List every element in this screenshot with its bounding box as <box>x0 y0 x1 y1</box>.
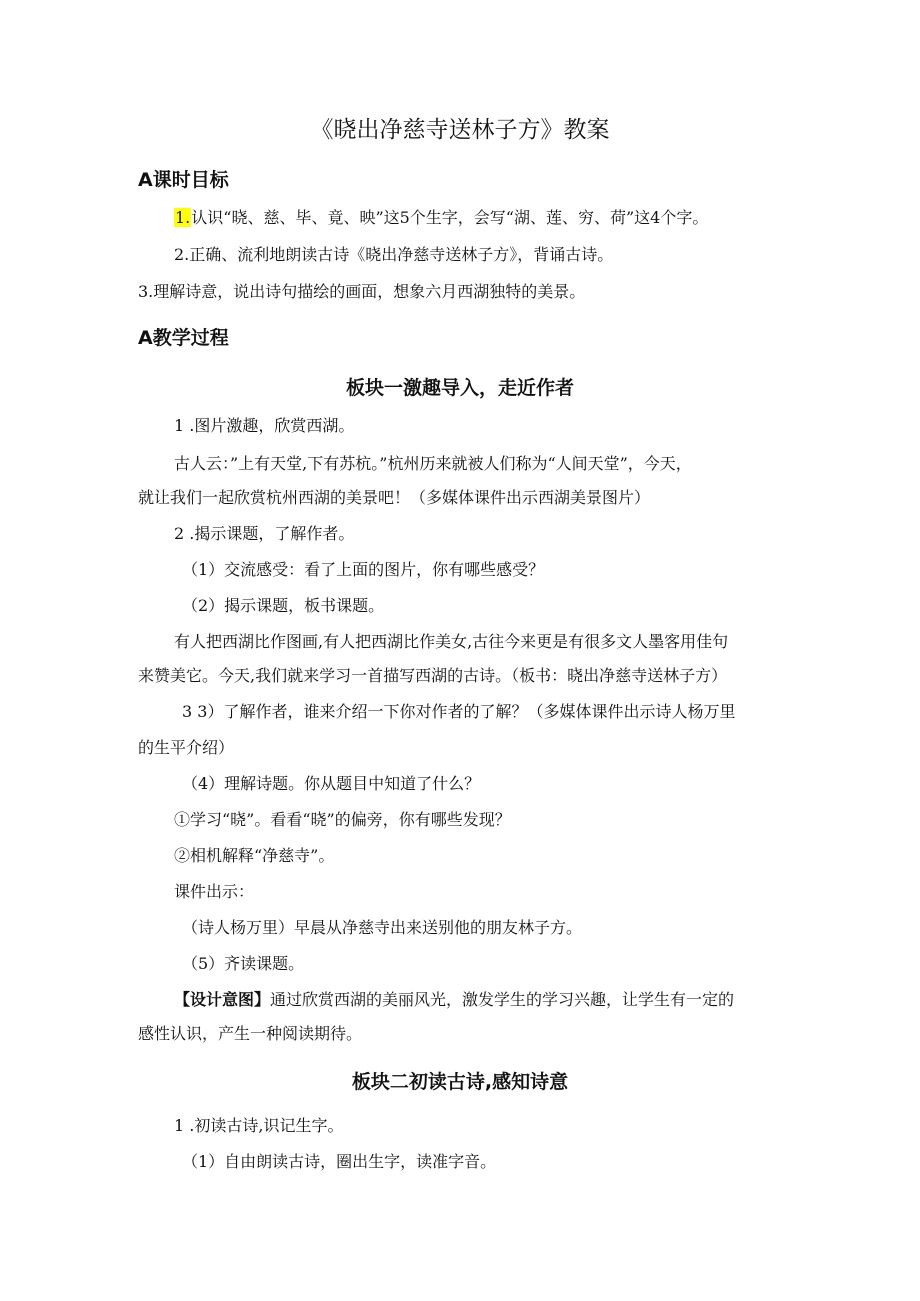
goal-1 <box>174 206 920 230</box>
paragraph: 有人把西湖比作图画,有人把西湖比作美女,古往今来更是有很多文人墨客用佳句 <box>174 632 729 651</box>
paragraph: （1）自由朗读古诗，圈出生字，读准字音。 <box>182 1152 497 1171</box>
section-heading-goals: A课时目标 <box>138 169 229 191</box>
block-2-heading: 板块二初读古诗,感知诗意 <box>351 1071 569 1093</box>
section-heading-process: A教学过程 <box>138 327 229 349</box>
paragraph: 1 .初读古诗,识记生字。 <box>174 1116 344 1135</box>
paragraph: 就让我们一起欣赏杭州西湖的美景吧！（多媒体课件出示西湖美景图片） <box>138 488 651 507</box>
paragraph: （4）理解诗题。你从题目中知道了什么？ <box>182 774 481 793</box>
paragraph: 3 3）了解作者，谁来介绍一下你对作者的了解？（多媒体课件出示诗人杨万里 <box>182 702 736 721</box>
paragraph: 古人云：”上有天堂,下有苏杭。”杭州历来就被人们称为“人间天堂”，今天， <box>174 454 692 473</box>
goal-1-text: 认识“晓、慈、毕、竟、映”这5个生字，会写“湖、莲、穷、荷”这4个字。 <box>191 208 709 227</box>
goal-3: 3.理解诗意，说出诗句描绘的画面，想象六月西湖独特的美景。 <box>138 282 586 301</box>
paragraph: 的生平介绍） <box>138 738 235 757</box>
paragraph: （5）齐读课题。 <box>182 954 305 973</box>
paragraph: ①学习“晓”。看看“晓”的偏旁，你有哪些发现？ <box>174 810 511 829</box>
paragraph: 来赞美它。今天,我们就来学习一首描写西湖的古诗。（板书：晓出净慈寺送林子方） <box>138 666 728 685</box>
paragraph: 2 .揭示课题，了解作者。 <box>174 524 355 543</box>
paragraph: 1 .图片激趣，欣赏西湖。 <box>174 416 355 435</box>
paragraph: （诗人杨万里）早晨从净慈寺出来送别他的朋友林子方。 <box>182 918 583 937</box>
block-1-heading: 板块一激趣导入，走近作者 <box>345 377 574 399</box>
paragraph: （2）揭示课题，板书课题。 <box>182 596 385 615</box>
design-intent-label: 【设计意图】 <box>174 990 271 1009</box>
document-title: 《晓出净慈寺送林子方》教案 <box>310 117 610 143</box>
paragraph: 课件出示： <box>174 882 255 901</box>
design-intent <box>174 988 920 1012</box>
paragraph: ②相机解释“净慈寺”。 <box>174 846 335 865</box>
paragraph: 感性认识，产生一种阅读期待。 <box>138 1024 363 1043</box>
paragraph: （1）交流感受：看了上面的图片，你有哪些感受？ <box>182 560 545 579</box>
goal-2: 2.正确、流利地朗读古诗《晓出净慈寺送林子方》，背诵古诗。 <box>174 245 614 264</box>
design-intent-text: 通过欣赏西湖的美丽风光，激发学生的学习兴趣，让学生有一定的 <box>270 990 735 1009</box>
highlight-marker: 1. <box>175 208 191 227</box>
